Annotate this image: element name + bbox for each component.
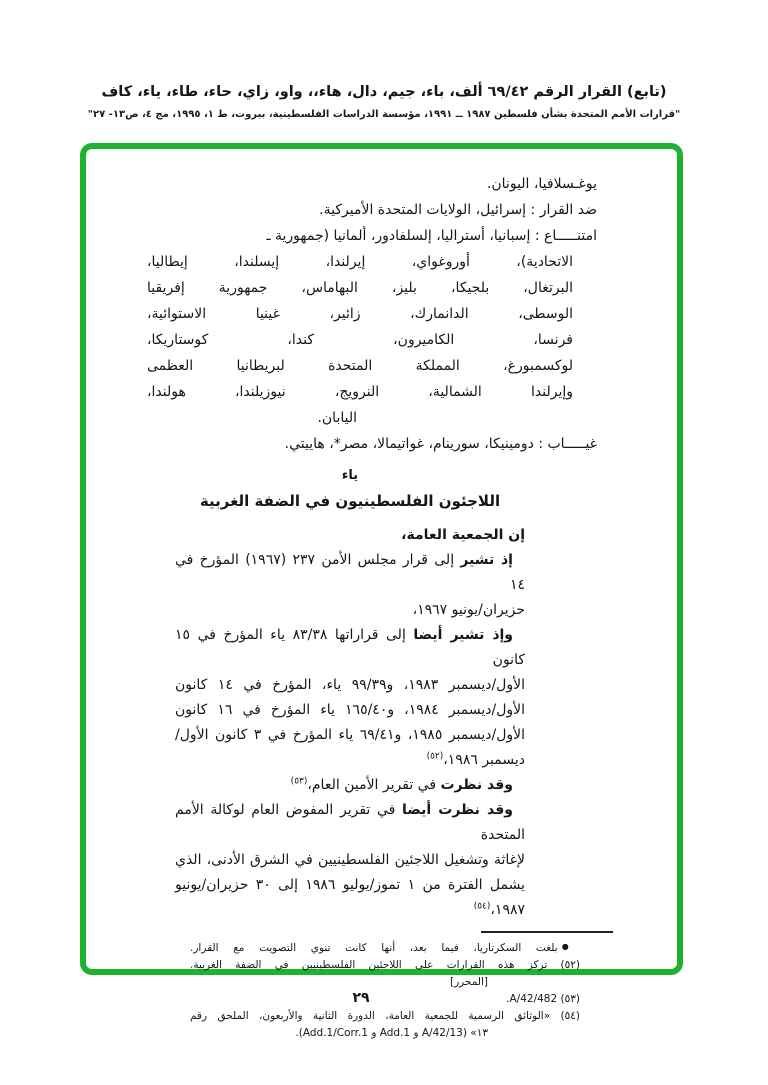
footnote-ref-53: (٥٣)	[290, 776, 308, 787]
preamble-verb: إذ تشير	[460, 552, 513, 568]
section-letter: ياء	[341, 468, 359, 483]
preamble-verb: وقد نظرت	[440, 777, 513, 793]
voting-abstain-line: الوسطى، الدانمارك، زائير، غينيا الاستوائية،	[147, 306, 573, 322]
voting-abstain-line: البرتغال، بلجيكا، بليز، البهاماس، جمهورية إفريقيا	[147, 280, 573, 296]
paragraph-line: ١٩٨٧،$^{(٥٤)}$	[473, 901, 525, 918]
page-number: ٢٩	[352, 990, 370, 1006]
voting-abstain-line: فرنسا، الكاميرون، كندا، كوستاريكا،	[147, 332, 573, 348]
preamble-opening: إن الجمعية العامة،	[401, 527, 525, 543]
footnote-54-continuation: ١٣» (A/42/13 و Add.1 و Add.1/Corr.1).	[295, 1027, 488, 1039]
paragraph-line: وقد نظرت في تقرير الأمين العام،$^{(٥٣)}$	[290, 776, 513, 793]
resolution-body	[175, 465, 525, 923]
voting-abstain-last-line: اليابان.	[317, 410, 357, 426]
preamble-verb: وإذ تشير أيضا	[413, 627, 514, 643]
paragraph-line: لإغاثة وتشغيل اللاجئين الفلسطينيين في الشرق الأدنى، الذي	[175, 852, 525, 868]
footnote-ref-54: (٥٤)	[473, 901, 491, 912]
voting-continuation-line: يوغـسلافيا، اليونان.	[486, 176, 597, 192]
footnote-52: (٥٢) تركز هذه القرارات على اللاجئين الفلسطينيين في الضفة الغربية.	[190, 959, 580, 971]
paragraph-line: حزيران/يونيو ١٩٦٧،	[412, 602, 525, 618]
footnote-54: (٥٤) «الوثائق الرسمية للجمعية العامة، الدورة الثانية والأربعون، الملحق رقم	[190, 1010, 580, 1022]
paragraph-line: الأول/ديسمبر ١٩٨٤، و١٦٥/٤٠ ياء المؤرخ في ١٦ كانون	[175, 702, 526, 718]
voting-against-line: ضد القرار : إسرائيل، الولايات المتحدة الأميركية.	[319, 202, 597, 218]
source-citation: "قرارات الأمم المتحدة بشأن فلسطين ١٩٨٧ ــ ١٩٩١، مؤسسة الدراسات الفلسطينية، بيروت، ط ١، ١٩٩٥، مج ٤، ص١٣- ٢٧"	[87, 109, 681, 120]
voting-abstain-line: لوكسمبورغ، المملكة المتحدة لبريطانيا العظمى	[147, 358, 573, 374]
paragraph-line: إذ تشير إلى قرار مجلس الأمن ٢٣٧ (١٩٦٧) المؤرخ في ١٤	[175, 552, 525, 593]
paragraph-line: يشمل الفترة من ١ تموز/يوليو ١٩٨٦ إلى ٣٠ حزيران/يونيو	[175, 877, 525, 893]
footnote-52-editor: [المحرر]	[449, 976, 488, 988]
bullet-icon: ●	[561, 942, 580, 951]
paragraph-line: الأول/ديسمبر ١٩٨٥، و٦٩/٤١ ياء المؤرخ في ٣ كانون الأول/	[175, 727, 526, 743]
paragraph-line: ديسمبر ١٩٨٦،$^{(٥٢)}$	[426, 751, 525, 768]
paragraph-line: الأول/ديسمبر ١٩٨٣، و٩٩/٣٩ ياء، المؤرخ في ١٤ كانون	[175, 677, 525, 693]
footnote-separator	[481, 931, 613, 933]
paragraph-line: وقد نظرت أيضا في تقرير المفوض العام لوكالة الأمم المتحدة	[175, 802, 525, 843]
footnote-star: ●بلغت السكرتاريا، فيما بعد، أنها كانت تنوي التصويت مع القرار.	[190, 942, 580, 954]
preamble-verb: وقد نظرت أيضا	[402, 802, 514, 818]
voting-absent-line: غيـــــاب : دومينيكا، سورينام، غواتيمالا، مصر*، هاييتي.	[284, 436, 597, 452]
voting-record	[147, 171, 597, 457]
section-title: اللاجئون الفلسطينيون في الضفة الغربية	[199, 492, 501, 510]
voting-abstain-line: الاتحادية)، أوروغواي، إيرلندا، إيسلندا، إيطاليا،	[147, 254, 573, 270]
voting-abstain-line: وإيرلندا الشمالية، النرويج، نيوزيلندا، هولندا،	[147, 384, 573, 400]
paragraph-line: وإذ تشير أيضا إلى قراراتها ٨٣/٣٨ ياء المؤرخ في ١٥ كانون	[175, 627, 525, 668]
resolution-continuation-title: (تابع) القرار الرقم ٦٩/٤٢ ألف، باء، جيم، دال، هاء،، واو، زاي، حاء، طاء، ياء، كاف	[101, 84, 667, 100]
footnote-ref-52: (٥٢)	[426, 751, 444, 762]
footnote-53: (٥٣) A/42/482.	[506, 993, 580, 1005]
voting-abstain-continuation	[147, 249, 573, 405]
voting-abstain-first-line: امتنـــــاع : إسبانيا، أستراليا، إلسلفادور، ألمانيا (جمهورية ـ	[266, 228, 597, 244]
page-header	[0, 82, 768, 122]
